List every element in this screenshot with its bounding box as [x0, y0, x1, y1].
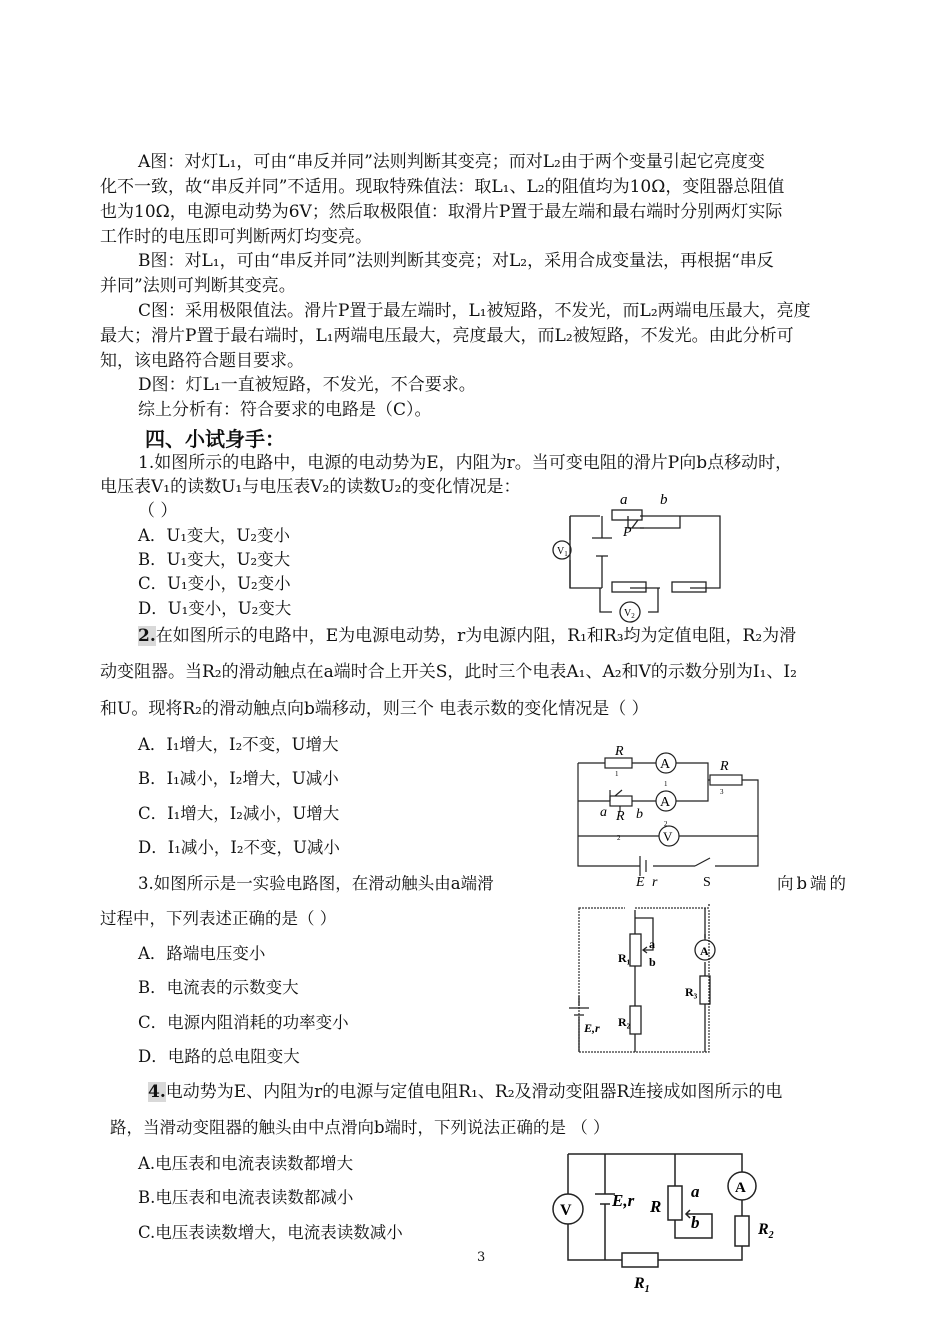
q4-r1-label: $R_1$ [634, 1275, 650, 1295]
q1-option-d: D．U₁变小，U₂变大 [138, 599, 292, 618]
q2-option-c: C．I₁增大，I₂减小，U增大 [138, 804, 340, 823]
q2-option-b: B．I₁减小，I₂增大，U减小 [138, 769, 339, 788]
q4-option-a: A.电压表和电流表读数都增大 [138, 1154, 354, 1173]
q3-option-b: B．电流表的示数变大 [138, 978, 299, 997]
q4-r2-label: $R_2$ [758, 1221, 774, 1241]
q3-label-b: b [649, 955, 656, 969]
q3-stem-right: 向b端的 [777, 874, 850, 893]
q3-r2-label: R₂ [618, 1015, 631, 1029]
q4-option-c: C.电压表读数增大，电流表读数减小 [138, 1223, 403, 1242]
q3-stem-line-2: 过程中，下列表述正确的是（ ） [100, 909, 337, 928]
analysis-a-line-4: 工作时的电压即可判断两灯均变亮。 [100, 227, 372, 247]
q1-option-a: A．U₁变大，U₂变小 [138, 526, 290, 545]
q2-a1-label: A [660, 757, 671, 772]
q2-s-label: S [703, 875, 711, 890]
q2-label-a: a [600, 805, 607, 820]
q1-answer-blank: （ ） [138, 501, 178, 521]
q2-r-label: r [652, 875, 658, 890]
q2-circuit-diagram [570, 738, 770, 888]
q2-e-label: E [636, 875, 645, 890]
q1-option-c: C．U₁变小，U₂变小 [138, 574, 291, 593]
q1-label-a: a [620, 492, 628, 508]
analysis-b-line-1: B图：对L₁，可由“串反并同”法则判断其变亮；对L₂，采用合成变量法，再根据“串反 [138, 251, 774, 271]
q2-a2-sub: 2 [664, 820, 668, 828]
q2-stem-line-1: 2.在如图所示的电路中，E为电源电动势，r为电源内阻，R₁和R₃均为定值电阻，R₂为滑 [138, 626, 797, 646]
q2-a1-sub: 1 [664, 780, 668, 788]
q3-er-label: E,r [584, 1021, 600, 1035]
q3-ammeter-label: A [700, 944, 709, 958]
q1-v2-label: $V_2$ [624, 608, 635, 620]
q2-r2-sub: 2 [617, 834, 621, 842]
q4-circuit-diagram [550, 1150, 790, 1295]
q3-option-c: C．电源内阻消耗的功率变小 [138, 1013, 349, 1032]
q2-stem-line-3: 和U。现将R₂的滑动触点向b端移动，则三个 电表示数的变化情况是（ ） [100, 699, 649, 719]
q3-stem-left: 3.如图所示是一实验电路图，在滑动触头由a端滑 [138, 874, 494, 893]
q1-v1-label: $V_1$ [557, 546, 568, 558]
q3-r3-label: R₃ [685, 985, 698, 999]
q3-option-a: A．路端电压变小 [138, 944, 266, 963]
q4-er-label: E,r [612, 1191, 635, 1210]
q2-r3-label: R [720, 759, 729, 774]
q2-r1-sub: 1 [615, 770, 619, 778]
q1-label-b: b [660, 492, 668, 508]
analysis-a-line-3: 也为10Ω，电源电动势为6V；然后取极限值：取滑片P置于最左端和最右端时分别两灯实际 [100, 202, 783, 222]
q4-label-a: a [691, 1182, 700, 1201]
q1-stem-line-1: 1.如图所示的电路中，电源的电动势为E，内阻为r。当可变电阻的滑片P向b点移动时， [138, 453, 793, 473]
q1-option-b: B．U₁变大，U₂变大 [138, 550, 291, 569]
q2-r1-label: R [615, 744, 624, 759]
q2-label-b: b [636, 807, 643, 822]
analysis-d-line: D图：灯L₁一直被短路，不发光，不合要求。 [138, 375, 476, 395]
q4-number: 4. [148, 1082, 166, 1102]
q4-r-label: R [650, 1197, 662, 1216]
page-number: 3 [477, 1250, 486, 1265]
q2-option-d: D．I₁减小，I₂不变，U减小 [138, 838, 340, 857]
analysis-a-line-1: A图：对灯L₁，可由“串反并同”法则判断其变亮；而对L₂由于两个变量引起它亮度变 [138, 152, 765, 172]
q1-circuit-diagram [540, 488, 740, 628]
q4-v-label: V [560, 1202, 572, 1219]
q2-r2-label: R [616, 809, 625, 824]
analysis-c-line-3: 知，该电路符合题目要求。 [100, 351, 304, 371]
q4-option-b: B.电压表和电流表读数都减小 [138, 1188, 354, 1207]
q2-option-a: A．I₁增大，I₂不变，U增大 [138, 735, 339, 754]
q3-circuit-diagram [575, 904, 715, 1056]
analysis-a-line-2: 化不一致，故“串反并同”不适用。现取特殊值法：取L₁、L₂的阻值均为10Ω，变阻器总阻值 [100, 177, 785, 197]
q3-label-a: a [649, 937, 655, 951]
analysis-c-line-2: 最大；滑片P置于最右端时，L₁两端电压最大，亮度最大，而L₂被短路，不发光。由此分析可 [100, 326, 794, 346]
section-heading: 四、小试身手： [145, 427, 285, 451]
analysis-summary: 综上分析有：符合要求的电路是（C）。 [138, 400, 432, 420]
q1-stem-line-2: 电压表V₁的读数U₁与电压表V₂的读数U₂的变化情况是： [100, 477, 521, 497]
q2-stem-line-2: 动变阻器。当R₂的滑动触点在a端时合上开关S，此时三个电表A₁、A₂和V的示数分别为I₁、I₂ [100, 662, 797, 682]
q1-label-p: P [623, 525, 632, 540]
q3-r1-label: R₁ [618, 951, 631, 965]
q2-a2-label: A [660, 795, 671, 810]
q4-stem-line-1: 4.电动势为E、内阻为r的电源与定值电阻R₁、R₂及滑动变阻器R连接成如图所示的电 [148, 1082, 783, 1102]
analysis-b-line-2: 并同”法则可判断其变亮。 [100, 276, 296, 296]
q2-v-label: V [663, 829, 673, 844]
q4-stem-line-2: 路，当滑动变阻器的触头由中点滑向b端时，下列说法正确的是 （ ） [110, 1118, 610, 1137]
q2-r3-sub: 3 [720, 788, 724, 796]
q2-number: 2. [138, 626, 156, 646]
q4-ammeter-label: A [735, 1180, 746, 1196]
q3-option-d: D．电路的总电阻变大 [138, 1047, 300, 1066]
q4-label-b: b [691, 1213, 700, 1232]
analysis-c-line-1: C图：采用极限值法。滑片P置于最左端时，L₁被短路，不发光，而L₂两端电压最大，亮度 [138, 301, 811, 321]
